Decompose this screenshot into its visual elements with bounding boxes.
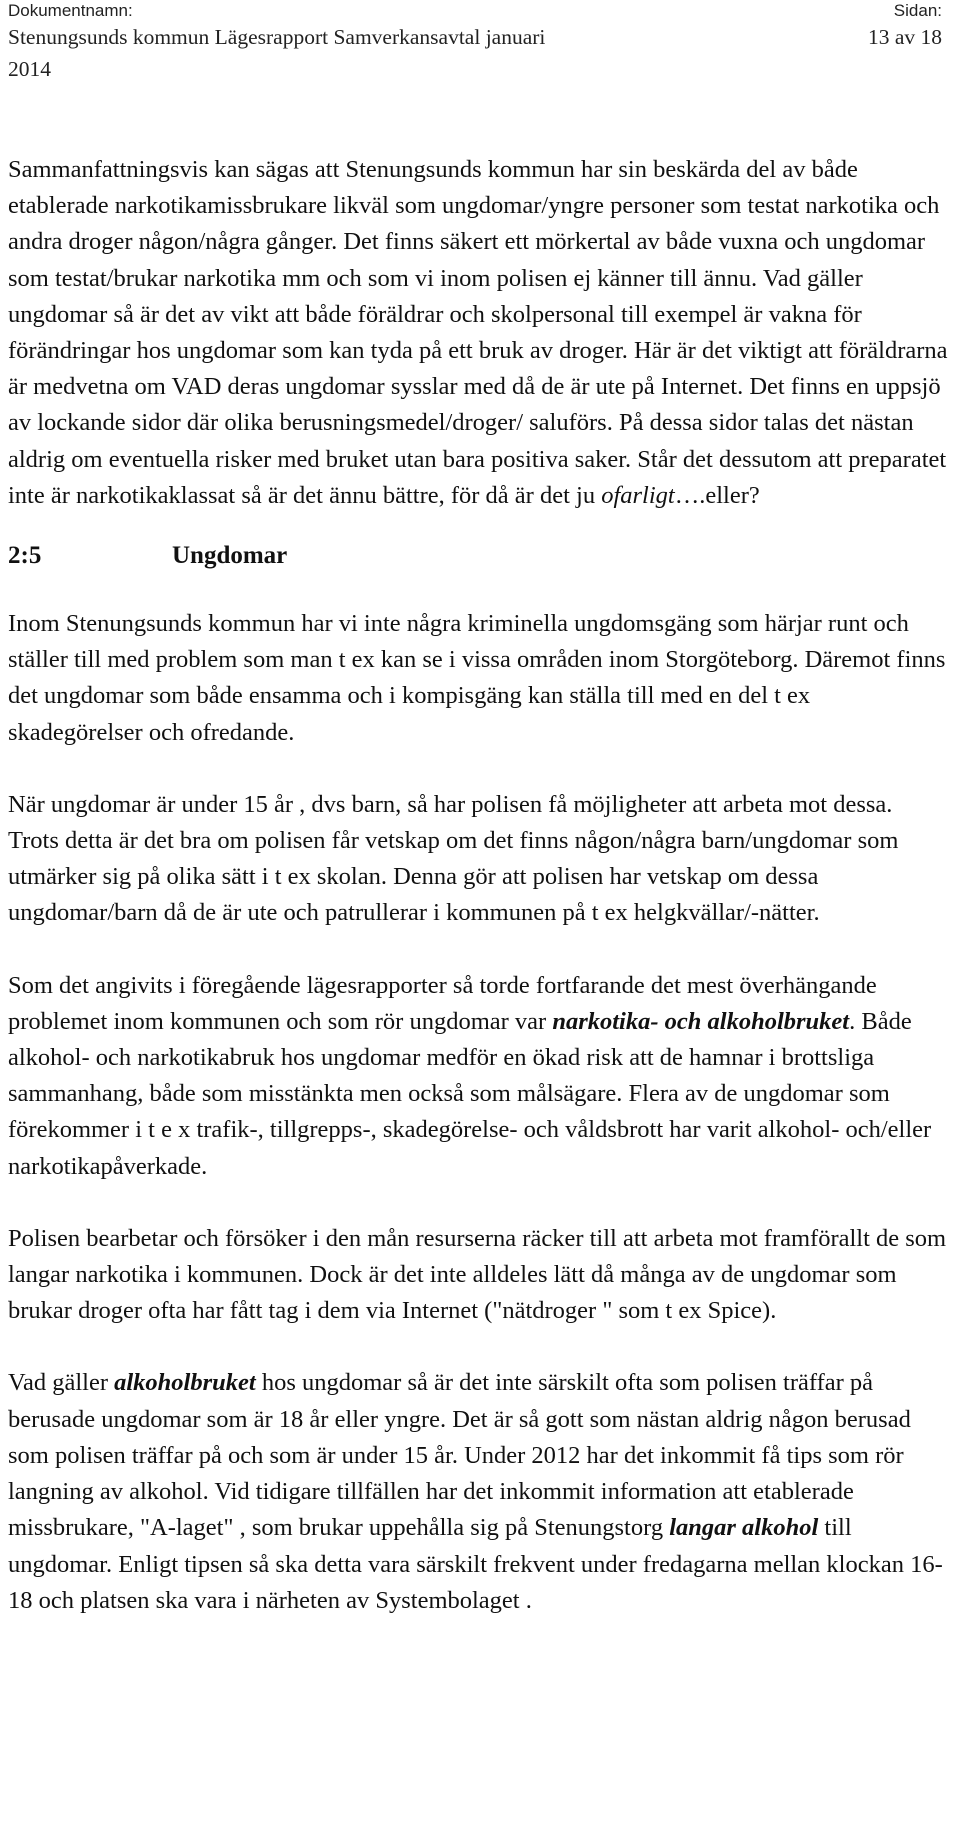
paragraph-alcohol-a: Vad gäller (8, 1369, 115, 1397)
emphasis-langar-alkohol: langar alkohol (669, 1514, 819, 1542)
section-title: Ungdomar (172, 542, 288, 570)
paragraph-summary (8, 152, 948, 514)
page-label: Sidan: (893, 1, 942, 20)
section-number: 2:5 (8, 542, 42, 570)
italic-word: ofarligt (601, 481, 675, 509)
page-number: 13 av 18 (867, 25, 942, 49)
doc-name-label: Dokumentnamn: (8, 1, 133, 20)
document-header (0, 0, 960, 81)
paragraph-alcohol (8, 1365, 948, 1618)
paragraph-drug-alcohol (8, 968, 948, 1185)
paragraph-drug-alcohol-a: Som det angivits i föregående lägesrapporter så torde fortfarande det mest överhängande problemet inom kommunen och som rör ungdomar var (8, 971, 877, 1035)
paragraph-under-15: När ungdomar är under 15 år , dvs barn, så har polisen få möjligheter att arbeta mot dessa. Trots detta är det bra om polisen får vetskap om det finns någon/några barn/ungdomar som utmärker sig på olika sätt i t ex skolan. Denna gör att polisen har vetskap om dessa ungdomar/barn då de är ute och patrullerar i kommunen på t ex helgkvällar/-nätter. (8, 790, 899, 927)
paragraph-summary-text: Sammanfattningsvis kan sägas att Stenungsunds kommun har sin beskärda del av både etablerade narkotikamissbrukare likväl som ungdomar/yngre personer som testat narkotika och andra droger någon/några gånger. Det finns säkert ett mörkertal av både vuxna och ungdomar som testat/brukar narkotika mm och som vi inom polisen ej känner till ännu. Vad gäller ungdomar så är det av vikt att både föräldrar och skolpersonal till exempel är vakna för förändringar hos ungdomar som kan tyda på ett bruk av droger. Här är det viktigt att föräldrarna är medvetna om VAD deras ungdomar sysslar med då de är ute på Internet. Det finns en uppsjö av lockande sidor där olika berusningsmedel/droger/ saluförs. På dessa sidor talas det nästan aldrig om eventuella risker med bruket utan bara positiva saker. Står det dessutom att preparatet inte är narkotikaklassat så är det ännu bättre, för då är det ju (8, 156, 948, 509)
doc-title-line2: 2014 (8, 57, 51, 81)
paragraph-alcohol-b: hos ungdomar så är det inte särskilt ofta som polisen träffar på berusade ungdomar som är 18 år eller yngre. Det är så gott som nästan aldrig någon berusad som polisen träffar på och som är under 15 år. Under 2012 har det inkommit få tips som rör langning av alkohol. Vid tidigare tillfällen har det inkommit information att etablerade missbrukare, "A-laget" , som brukar uppehålla sig på Stenungstorg (8, 1369, 911, 1542)
doc-title-line1: Stenungsunds kommun Lägesrapport Samverkansavtal januari (8, 25, 546, 49)
emphasis-narkotika-alkohol: narkotika- och alkoholbruket (552, 1007, 850, 1035)
paragraph-drug-alcohol-b: . Både alkohol- och narkotikabruk hos ungdomar medför en ökad risk att de hamnar i brottsliga sammanhang, både som misstänkta men också som målsägare. Flera av de ungdomar som förekommer i t e x trafik-, tillgrepps-, skadegörelse- och våldsbrott har varit alkohol- och/eller narkotikapåverkade. (8, 1007, 932, 1180)
paragraph-summary-end: ….eller? (674, 481, 760, 509)
paragraph-alcohol-c: till ungdomar. Enligt tipsen så ska detta vara särskilt frekvent under fredagarna mellan klockan 16-18 och platsen ska vara i närheten av Systembolaget . (8, 1514, 943, 1614)
paragraph-police-work: Polisen bearbetar och försöker i den mån resurserna räcker till att arbeta mot framförallt de som langar narkotika i kommunen. Dock är det inte alldeles lätt då många av de ungdomar som brukar droger ofta har fått tag i dem via Internet ("nätdroger " som t ex Spice). (8, 1224, 947, 1325)
document-body (8, 152, 948, 1655)
doc-title (8, 21, 648, 85)
emphasis-alkoholbruket: alkoholbruket (114, 1369, 256, 1397)
paragraph-gangs: Inom Stenungsunds kommun har vi inte några kriminella ungdomsgäng som härjar runt och ställer till med problem som man t ex kan se i vissa områden inom Storgöteborg. Däremot finns det ungdomar som både ensamma och i kompisgäng kan ställa till med en del t ex skadegörelser och ofredande. (8, 610, 946, 746)
section-heading (8, 538, 948, 574)
